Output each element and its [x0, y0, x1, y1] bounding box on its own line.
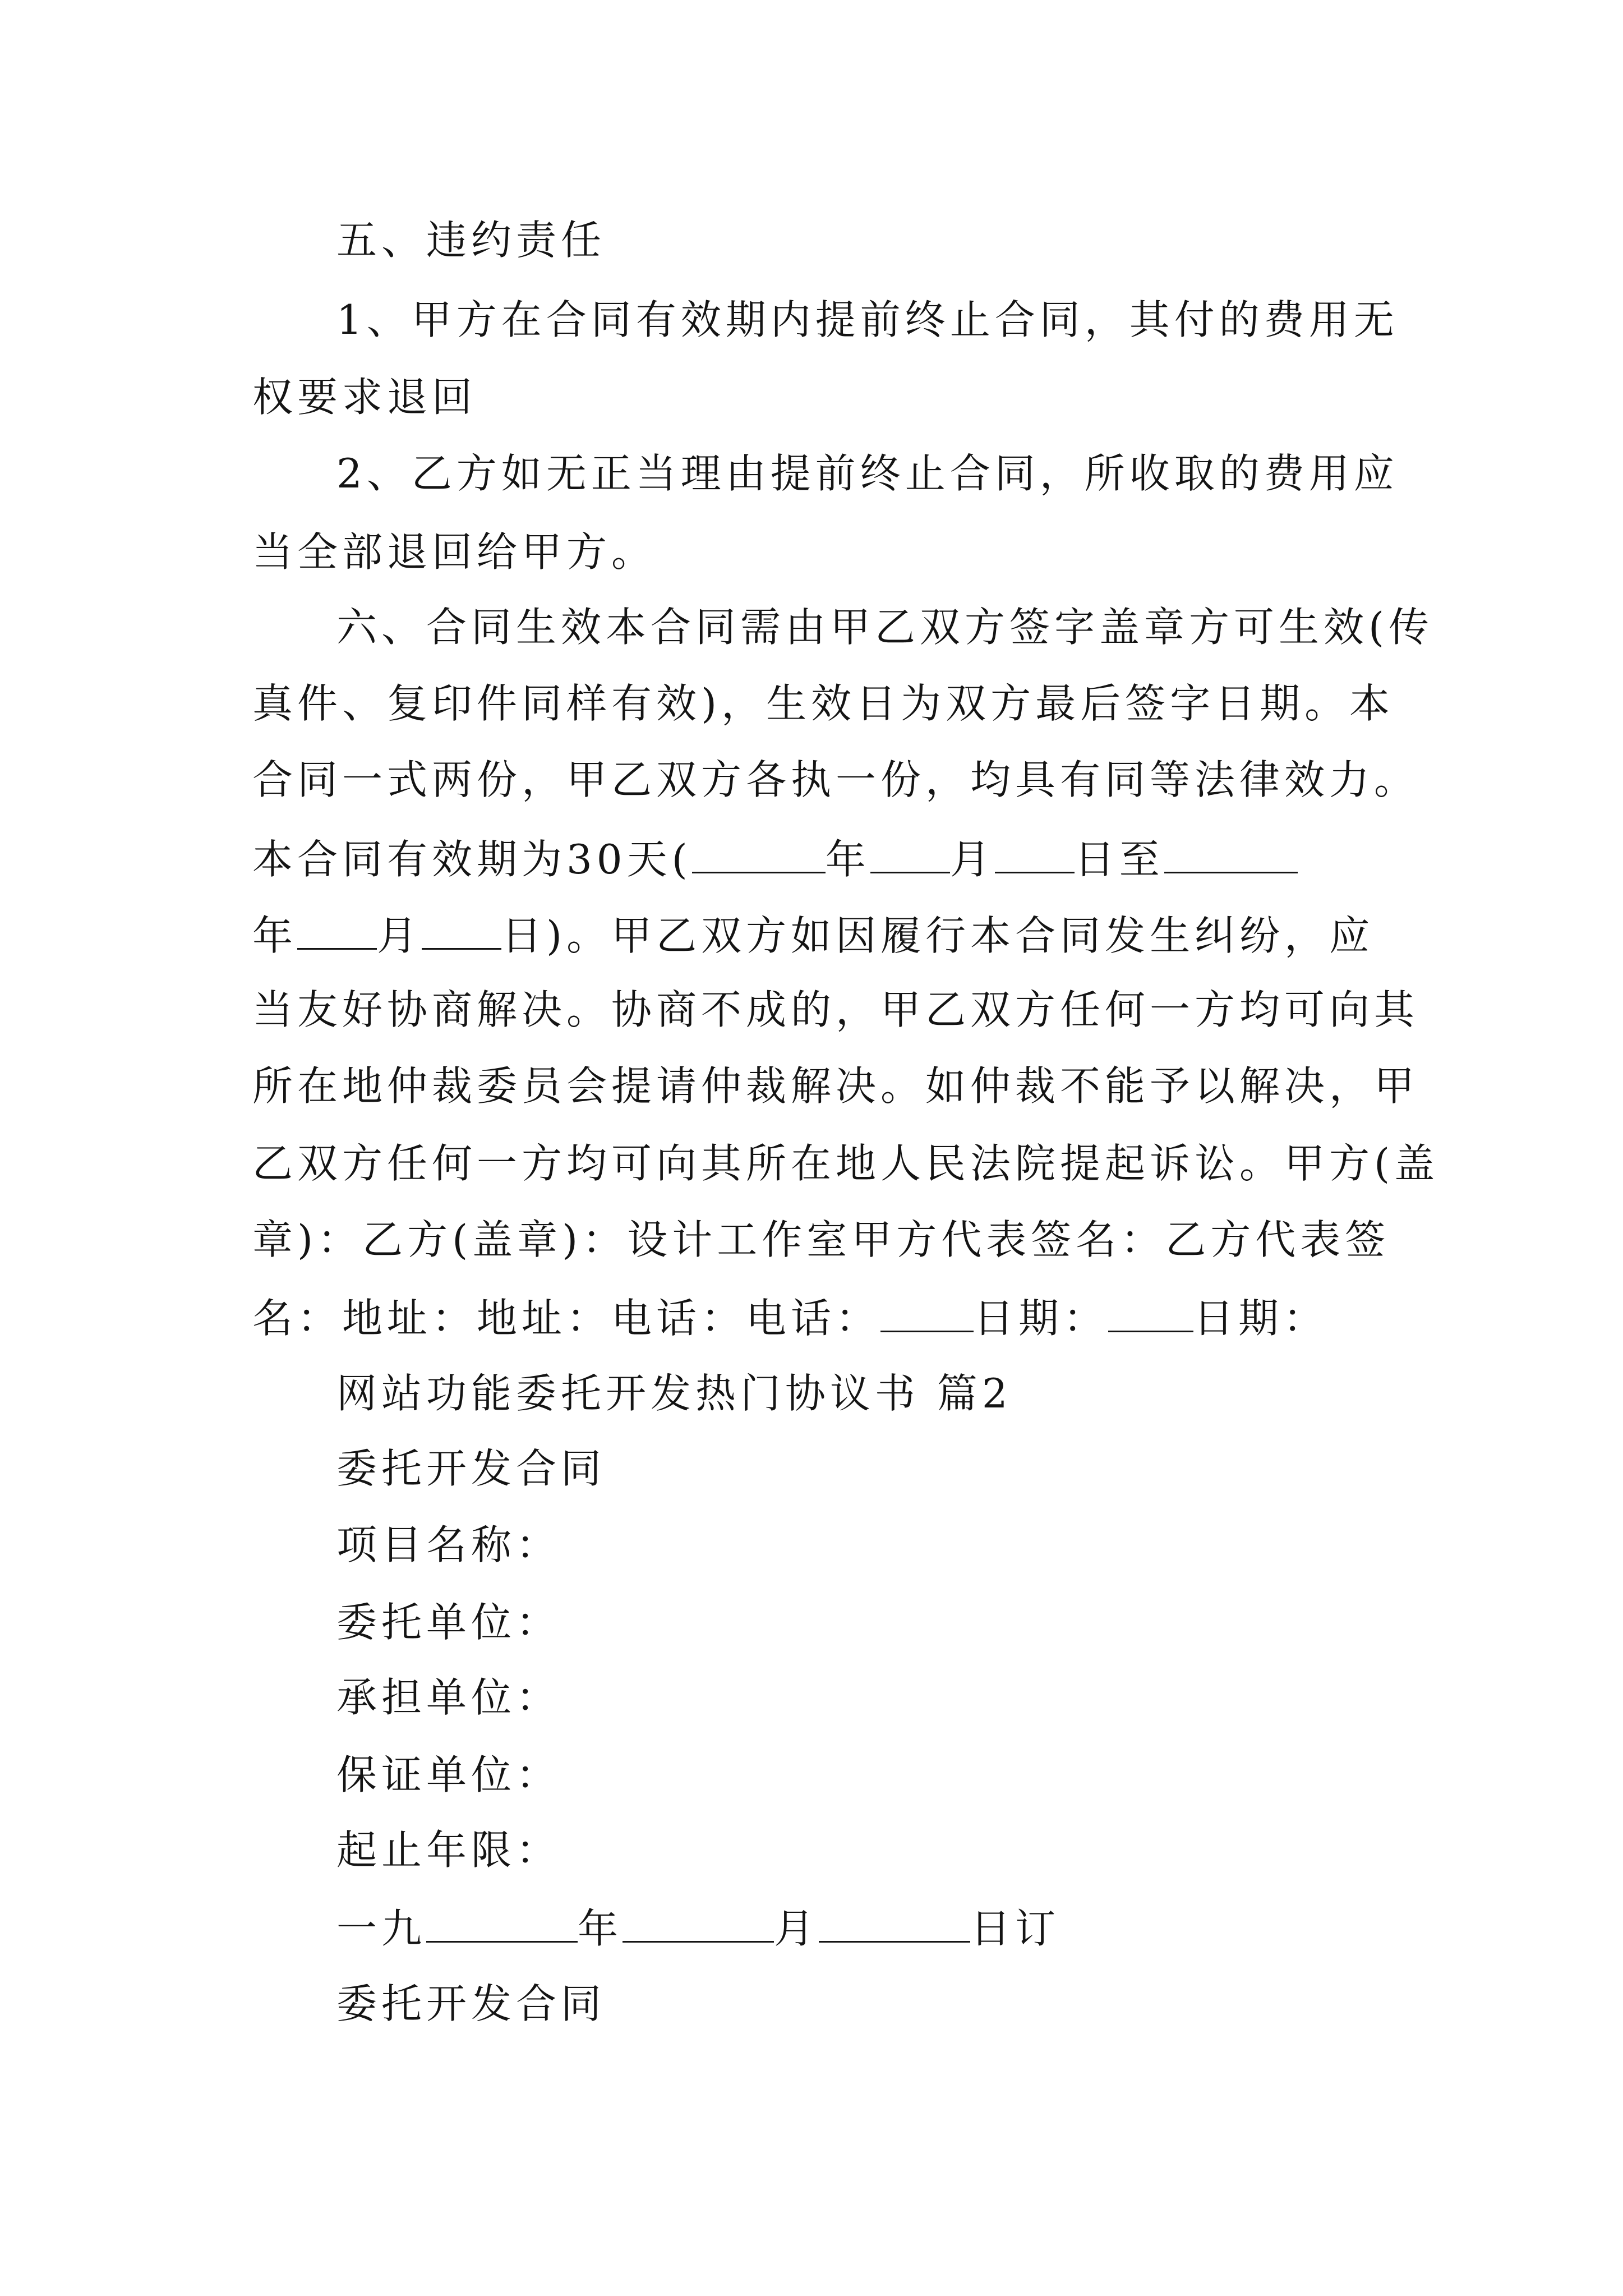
paragraph-line: 所在地仲裁委员会提请仲裁解决。如仲裁不能予以解决，甲 — [252, 1062, 1419, 1110]
blank-field — [422, 913, 501, 950]
signature-fields: 名：地址：地址：电话：电话： — [252, 1295, 881, 1342]
paragraph-line: 真件、复印件同样有效)，生效日为双方最后签字日期。本 — [252, 680, 1395, 727]
date-suffix: 日订 — [970, 1905, 1061, 1952]
year-label: 年 — [252, 912, 298, 959]
field-contractor: 承担单位： — [336, 1674, 561, 1721]
signing-date-line — [336, 1905, 1061, 1952]
paragraph-line: 2、乙方如无正当理由提前终止合同，所收取的费用应 — [336, 450, 1399, 497]
paragraph-line: 六、合同生效本合同需由甲乙双方签字盖章方可生效(传 — [336, 604, 1434, 651]
paragraph-line: 当全部退回给甲方。 — [252, 528, 657, 576]
paragraph-line: 章)：乙方(盖章)：设计工作室甲方代表签名：乙方代表签 — [252, 1216, 1390, 1263]
contract-title: 委托开发合同 — [336, 1445, 606, 1492]
blank-field — [1164, 837, 1298, 873]
field-period: 起止年限： — [336, 1826, 561, 1874]
validity-period-line-2 — [252, 912, 1375, 959]
section-heading-breach: 五、违约责任 — [336, 217, 606, 264]
day-to-label: 日至 — [1074, 836, 1164, 883]
year-label: 年 — [825, 836, 870, 883]
blank-field — [297, 913, 377, 950]
field-client: 委托单位： — [336, 1599, 561, 1646]
contract-title: 委托开发合同 — [336, 1980, 606, 2027]
blank-field — [819, 1906, 970, 1943]
blank-field — [995, 837, 1075, 873]
field-guarantor: 保证单位： — [336, 1751, 561, 1798]
month-label: 月 — [377, 912, 422, 959]
signature-info-line — [252, 1295, 1329, 1342]
section-title: 网站功能委托开发热门协议书 篇2 — [336, 1370, 1012, 1417]
paragraph-line: 权要求退回 — [252, 374, 477, 421]
date-label: 日期： — [974, 1295, 1109, 1342]
date-prefix: 一九 — [336, 1905, 427, 1952]
validity-prefix: 本合同有效期为30天( — [252, 836, 692, 883]
date-label: 日期： — [1193, 1295, 1329, 1342]
blank-field — [623, 1906, 774, 1943]
blank-field — [880, 1296, 974, 1332]
paragraph-line: 当友好协商解决。协商不成的，甲乙双方任何一方均可向其 — [252, 986, 1419, 1033]
year-label: 年 — [578, 1905, 623, 1952]
field-project-name: 项目名称： — [336, 1521, 561, 1568]
month-label: 月 — [949, 836, 995, 883]
paragraph-line: 合同一式两份，甲乙双方各执一份，均具有同等法律效力。 — [252, 756, 1419, 803]
blank-field — [692, 837, 826, 873]
paragraph-line: 1、甲方在合同有效期内提前终止合同，其付的费用无 — [336, 296, 1399, 343]
month-label: 月 — [774, 1905, 819, 1952]
paragraph-line: 乙双方任何一方均可向其所在地人民法院提起诉讼。甲方(盖 — [252, 1140, 1440, 1187]
blank-field — [1108, 1296, 1193, 1332]
blank-field — [870, 837, 950, 873]
blank-field — [426, 1906, 578, 1943]
validity-period-line — [252, 836, 1298, 883]
validity-suffix: 日)。甲乙双方如因履行本合同发生纠纷，应 — [501, 912, 1375, 959]
